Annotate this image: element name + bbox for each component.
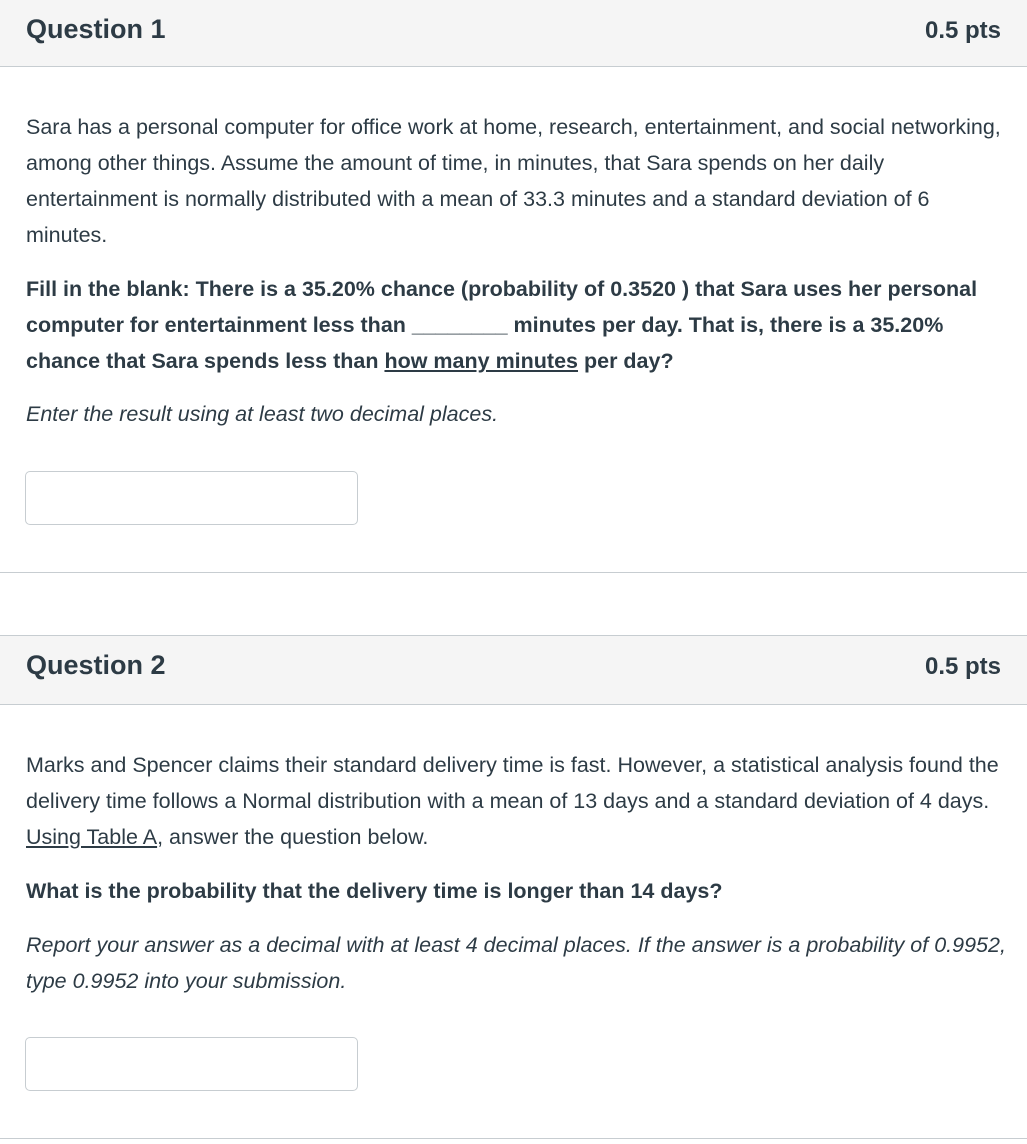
instruction-text: Report your answer as a decimal with at least 4 decimal places. If the answer is a probability of 0.9952, type 0.9952 into your submission.: [26, 933, 1006, 993]
question-prompt: [26, 271, 1006, 379]
question-points: 0.5 pts: [924, 17, 1001, 44]
question-prompt: [26, 873, 1006, 909]
question-text: [26, 747, 1006, 855]
question-text: [26, 109, 1006, 253]
question-title: Question 2: [26, 650, 166, 680]
question-header: [0, 636, 1027, 705]
prompt-text: per day?: [578, 349, 674, 373]
prompt-text: What is the probability that the delivery time is longer than 14 days?: [26, 879, 723, 903]
prompt-text: Fill in the blank: There is a 35.20% chance (probability of 0.3520 ) that Sara uses her personal computer for entertainment less than: [26, 277, 978, 337]
question-header: [0, 0, 1027, 67]
question-2: [0, 635, 1027, 1139]
table-a-link[interactable]: Using Table A: [26, 825, 158, 849]
question-paragraph: , answer the question below.: [157, 825, 429, 849]
question-instruction: [26, 927, 1006, 999]
prompt-underlined-text: how many minutes: [384, 349, 579, 373]
fill-blank: ________: [411, 313, 508, 337]
answer-input[interactable]: [25, 471, 358, 525]
instruction-text: Enter the result using at least two decimal places.: [26, 402, 499, 426]
prompt-text: minutes per day. That is, there is a 35.20% chance that Sara spends less than: [26, 313, 944, 373]
question-paragraph: Marks and Spencer claims their standard delivery time is fast. However, a statistical analysis found the delivery time follows a Normal distribution with a mean of 13 days and a standard deviation of 4 days.: [26, 753, 999, 813]
question-title: Question 1: [26, 14, 166, 44]
question-paragraph: Sara has a personal computer for office work at home, research, entertainment, and social networking, among other things. Assume the amount of time, in minutes, that Sara spends on her daily entertainment is normally distributed with a mean of 33.3 minutes and a standard deviation of 6 minutes.: [26, 115, 1001, 247]
answer-input[interactable]: [25, 1037, 358, 1091]
question-points: 0.5 pts: [924, 653, 1001, 680]
question-instruction: [26, 396, 1006, 432]
